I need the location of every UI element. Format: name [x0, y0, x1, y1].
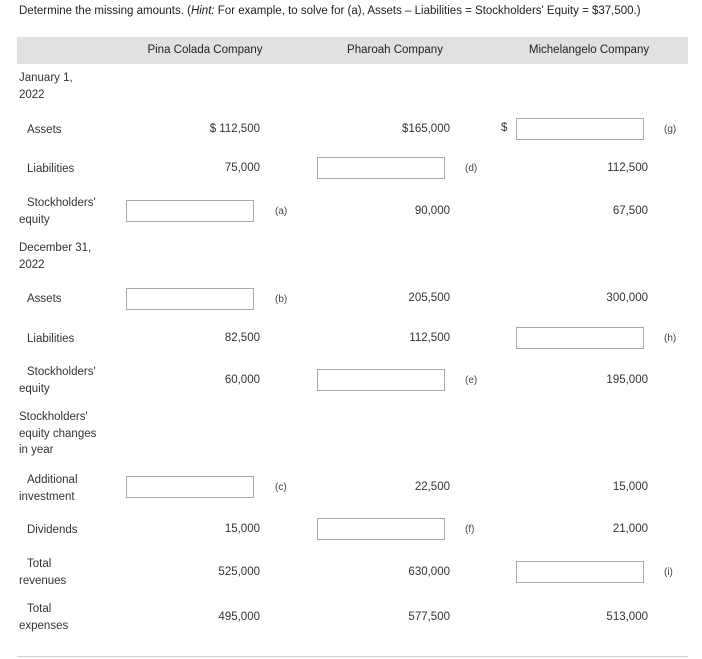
section-label-changes: Stockholders' equity changes in year: [19, 411, 97, 456]
input-f-pharoah-dividends[interactable]: [317, 518, 445, 540]
hint-text: For example, to solve for (a), Assets – Liabilities = Stockholders' Equity = $37,500.): [214, 5, 641, 17]
row-label-jan-equity: Stockholders' equity: [19, 197, 96, 226]
instructions: [19, 5, 641, 17]
pharoah-dec-liabilities: 112,500: [409, 332, 450, 344]
pharoah-total-revenues: 630,000: [408, 566, 450, 578]
input-g-mich-jan-assets[interactable]: [516, 118, 644, 140]
mich-jan-liabilities: 112,500: [607, 162, 648, 174]
instructions-lead: Determine the missing amounts. (: [19, 5, 191, 17]
input-h-mich-dec-liabilities[interactable]: [516, 327, 644, 349]
section-label-jan1: January 1, 2022: [19, 72, 73, 101]
tag-d: (d): [465, 163, 478, 174]
input-a-pina-jan-equity[interactable]: [126, 200, 254, 222]
row-label-total-expenses: Total expenses: [19, 603, 69, 632]
tag-i: (i): [664, 567, 673, 578]
tag-b: (b): [275, 294, 288, 305]
row-label-dec-assets: Assets: [27, 293, 62, 305]
row-label-jan-liabilities: Liabilities: [27, 163, 75, 175]
row-label-dividends: Dividends: [27, 524, 78, 536]
hint-label: Hint:: [190, 5, 215, 17]
pina-total-revenues: 525,000: [218, 566, 260, 578]
mich-jan-equity: 67,500: [612, 205, 648, 217]
mich-dividends: 21,000: [612, 523, 648, 535]
mich-dec-equity: 195,000: [606, 374, 648, 386]
column-header-pina-colada: Pina Colada Company: [147, 44, 263, 56]
pharoah-dec-assets: 205,500: [408, 292, 450, 304]
pharoah-jan-assets: $165,000: [402, 123, 450, 135]
input-e-pharoah-dec-equity[interactable]: [317, 369, 445, 391]
tag-g: (g): [664, 124, 677, 135]
tag-h: (h): [664, 333, 677, 344]
pina-jan-liabilities: 75,000: [224, 162, 260, 174]
row-label-jan-assets: Assets: [27, 124, 62, 136]
pina-jan-assets: $ 112,500: [209, 123, 260, 135]
row-label-additional-investment: Additional investment: [19, 474, 78, 503]
row-label-dec-liabilities: Liabilities: [27, 333, 75, 345]
input-d-pharoah-jan-liabilities[interactable]: [317, 157, 445, 179]
tag-c: (c): [275, 482, 287, 493]
mich-total-expenses: 513,000: [606, 611, 648, 623]
section-label-dec31: December 31, 2022: [19, 242, 92, 271]
column-header-pharoah: Pharoah Company: [347, 44, 443, 56]
pharoah-total-expenses: 577,500: [408, 611, 450, 623]
row-label-dec-equity: Stockholders' equity: [19, 366, 96, 395]
tag-a: (a): [275, 206, 288, 217]
bottom-divider: [17, 656, 688, 657]
pina-dec-equity: 60,000: [224, 374, 260, 386]
column-header-michelangelo: Michelangelo Company: [528, 44, 650, 56]
pina-total-expenses: 495,000: [218, 611, 260, 623]
tag-e: (e): [465, 375, 478, 386]
pina-dividends: 15,000: [224, 523, 260, 535]
input-b-pina-dec-assets[interactable]: [126, 288, 254, 310]
mich-jan-assets-dollar: $: [501, 122, 508, 134]
mich-dec-assets: 300,000: [606, 292, 648, 304]
pina-dec-liabilities: 82,500: [224, 332, 260, 344]
input-c-pina-additional-investment[interactable]: [126, 476, 254, 498]
input-i-mich-total-revenues[interactable]: [516, 561, 644, 583]
mich-additional-investment: 15,000: [612, 481, 648, 493]
tag-f: (f): [465, 524, 475, 535]
pharoah-jan-equity: 90,000: [414, 205, 450, 217]
pharoah-additional-investment: 22,500: [414, 481, 450, 493]
row-label-total-revenues: Total revenues: [19, 558, 67, 587]
